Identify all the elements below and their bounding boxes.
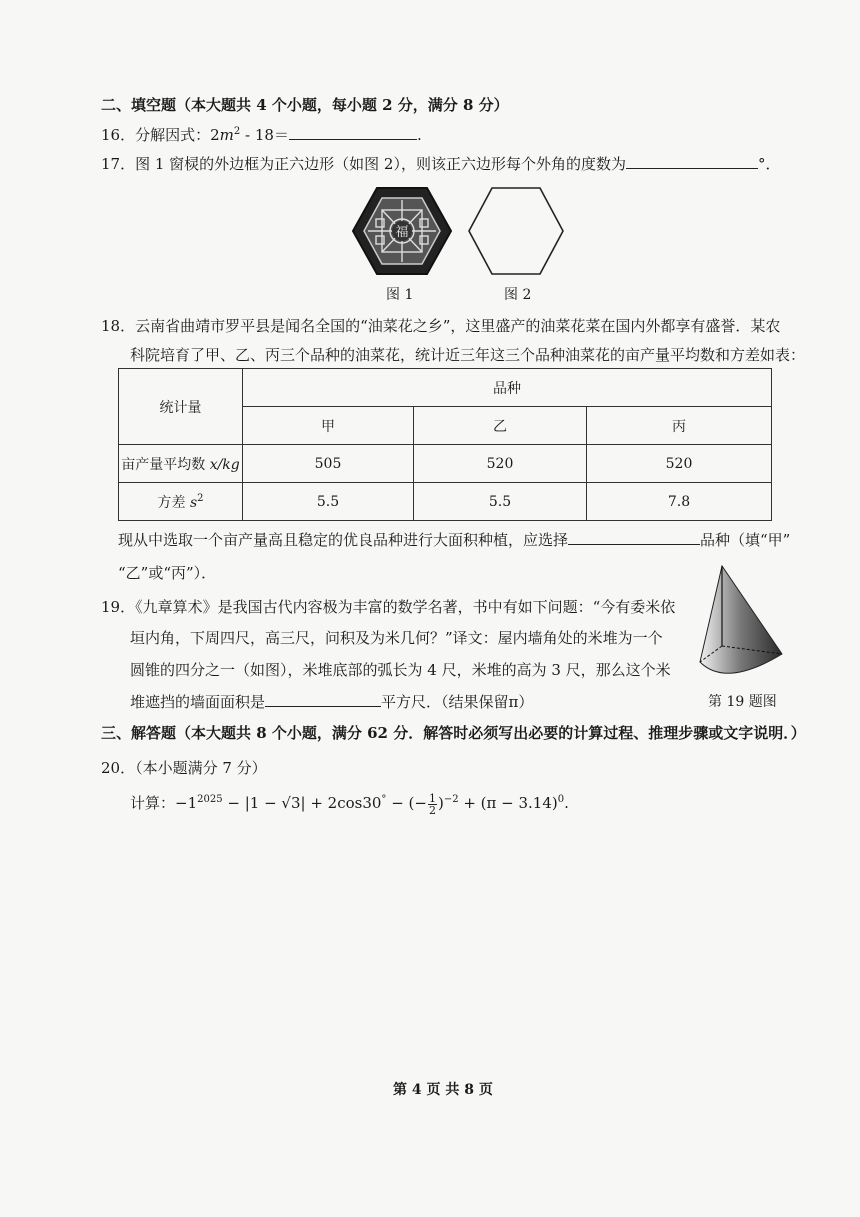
- expr-part: −1: [175, 794, 198, 812]
- q19-line-4-text: 堆遮挡的墙面面积是: [130, 693, 266, 711]
- row-label-sup: 2: [197, 492, 204, 504]
- q20-expression: [130, 792, 569, 816]
- q18-line-4: “乙”或“丙”）．: [118, 564, 217, 582]
- section-3-heading: 三、解答题（本大题共 8 个小题，满分 62 分．解答时必须写出必要的计算过程、推理步骤或文字说明．）: [101, 724, 806, 742]
- table-row: [119, 445, 772, 483]
- q17-text: 17．图 1 窗棂的外边框为正六边形（如图 2），则该正六边形每个外角的度数为: [101, 155, 626, 173]
- q18-line-3: [118, 529, 790, 550]
- q19-line-1: 19．《九章算术》是我国古代内容极为丰富的数学名著，书中有如下问题：“今有委米依: [101, 598, 676, 616]
- table-cell: 5.5: [414, 483, 587, 521]
- table-cell: 505: [243, 445, 414, 483]
- expr-exponent: 2025: [197, 794, 223, 805]
- q18-answer-blank[interactable]: [568, 530, 700, 545]
- expr-degree: °: [381, 794, 387, 805]
- q17-answer-blank[interactable]: [626, 154, 758, 169]
- table-row: [119, 483, 772, 521]
- row-label-text: 方差: [157, 494, 190, 511]
- question-16: [101, 124, 422, 145]
- table-col-header: 甲: [243, 407, 414, 445]
- expr-fraction: [428, 793, 437, 816]
- table-col-header: 乙: [414, 407, 587, 445]
- table-col-header: 丙: [587, 407, 772, 445]
- expr-part: + (π − 3.14): [458, 794, 558, 812]
- q19-line-4-end: 平方尺．（结果保留π）: [381, 693, 534, 711]
- figure-1-window-lattice: [352, 186, 452, 276]
- table-group-header: 品种: [243, 369, 772, 407]
- q18-line-3-text: 现从中选取一个亩产量高且稳定的优良品种进行大面积种植，应选择: [118, 531, 569, 549]
- page-footer: 第 4 页 共 8 页: [393, 1082, 493, 1098]
- expr-part: .: [564, 794, 569, 812]
- q16-rest: - 18＝: [240, 126, 289, 144]
- figure-1-character: 福: [395, 225, 409, 240]
- fraction-denominator: 2: [428, 803, 436, 817]
- q19-line-3: 圆锥的四分之一（如图），米堆底部的弧长为 4 尺，米堆的高为 3 尺，那么这个米: [130, 661, 671, 679]
- fraction-numerator: 1: [428, 791, 436, 805]
- q17-end: °．: [757, 155, 781, 173]
- table-cell: 7.8: [587, 483, 772, 521]
- row-label-var: x/kg: [209, 456, 240, 473]
- table-cell: 520: [587, 445, 772, 483]
- figure-19-label: 第 19 题图: [708, 694, 777, 710]
- expr-part: − (−: [386, 794, 427, 812]
- q16-power: 2: [233, 126, 241, 137]
- expr-exponent: −2: [443, 794, 459, 805]
- q20-calc-prefix: 计算：: [130, 794, 176, 812]
- row-label-text: 亩产量平均数: [121, 456, 210, 473]
- expr-part: − |1 − √3| + 2cos30: [222, 794, 382, 812]
- q19-line-2: 垣内角，下周四尺，高三尺，问积及为米几何？”译文：屋内墙角处的米堆为一个: [130, 629, 663, 647]
- figure-1-label: 图 1: [386, 287, 414, 303]
- figure-2-label: 图 2: [504, 287, 532, 303]
- q16-end: .: [416, 126, 422, 144]
- q16-prefix: 16．分解因式：2: [101, 126, 220, 144]
- table-row-label: [119, 445, 243, 483]
- table-corner-header: 统计量: [119, 369, 243, 445]
- q18-stats-table: [118, 368, 772, 521]
- q18-line-1: 18．云南省曲靖市罗平县是闻名全国的“油菜花之乡”，这里盛产的油菜花菜在国内外都享有盛誉．某农: [101, 317, 781, 335]
- q16-answer-blank[interactable]: [289, 125, 417, 140]
- expr-part: ): [437, 794, 444, 812]
- question-17: [101, 153, 781, 174]
- row-label-var: s: [189, 494, 198, 511]
- figure-2-hexagon: [468, 186, 564, 276]
- table-cell: 5.5: [243, 483, 414, 521]
- table-row-label: [119, 483, 243, 521]
- q19-line-4: [130, 691, 533, 712]
- q19-answer-blank[interactable]: [265, 692, 381, 707]
- table-cell: 520: [414, 445, 587, 483]
- q16-var: m: [219, 126, 234, 144]
- q20-title: 20．（本小题满分 7 分）: [101, 759, 267, 777]
- expr-exponent: 0: [557, 794, 565, 805]
- q18-line-2: 科院培育了甲、乙、丙三个品种的油菜花，统计近三年这三个品种油菜花的亩产量平均数和方差如表：: [130, 346, 806, 364]
- figure-19-quarter-cone: [696, 562, 788, 688]
- q18-line-3-end: 品种（填“甲”: [700, 531, 791, 549]
- section-2-heading: 二、填空题（本大题共 4 个小题，每小题 2 分，满分 8 分）: [101, 96, 509, 114]
